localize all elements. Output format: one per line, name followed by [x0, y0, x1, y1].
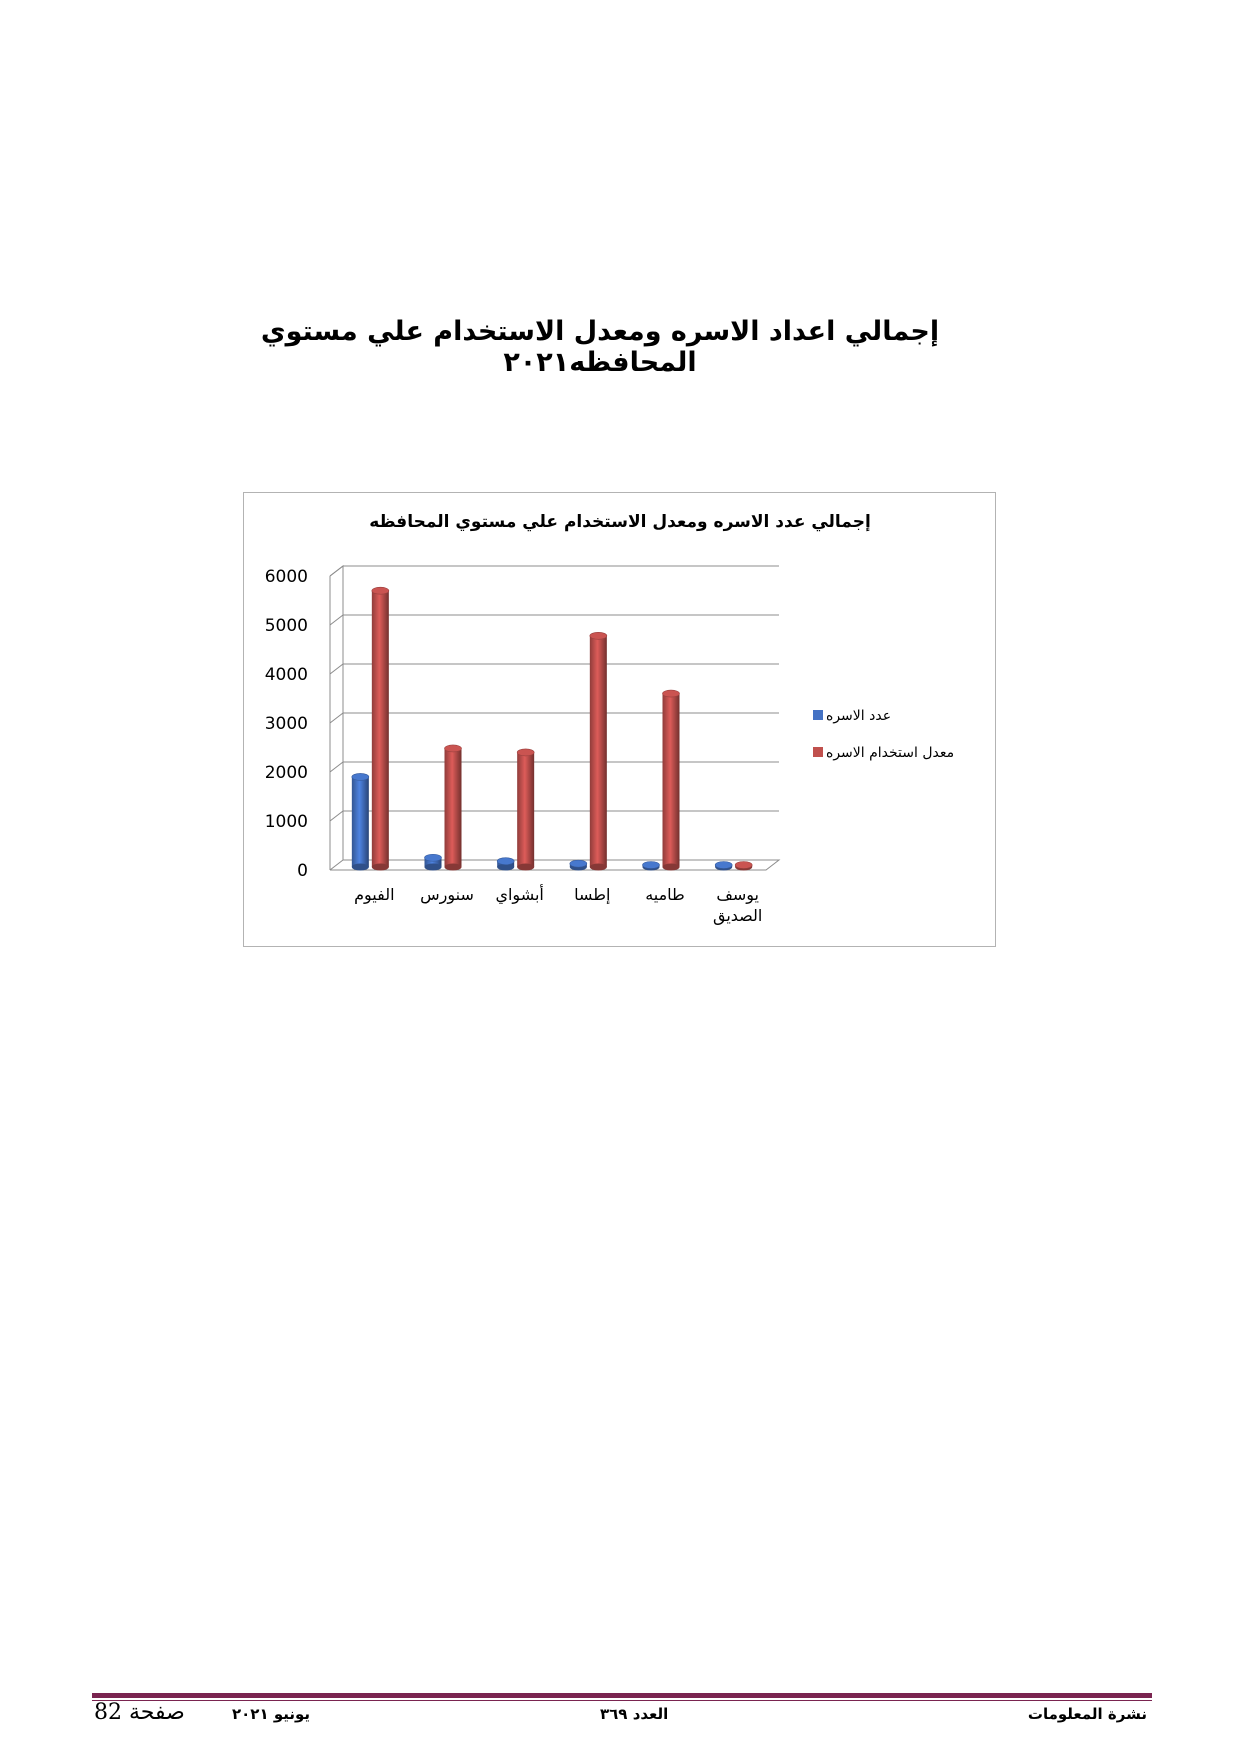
y-tick-label: 1000: [264, 812, 308, 832]
bar-families: [425, 854, 442, 870]
footer-issue: العدد ٣٦٩: [600, 1705, 669, 1723]
footer-rule: [92, 1693, 1152, 1701]
bar-families: [643, 862, 660, 871]
bar-top: [735, 862, 752, 869]
x-axis-labels: [354, 884, 762, 926]
bar-top: [715, 862, 732, 869]
gridline: [330, 811, 779, 821]
legend-label: معدل استخدام الاسره: [826, 745, 955, 761]
y-axis-ticks: [265, 567, 308, 881]
bar-top: [643, 862, 660, 869]
footer-publication: نشرة المعلومات: [1027, 1705, 1147, 1723]
y-tick-label: 2000: [264, 763, 308, 783]
bar-families: [715, 862, 732, 871]
bar-top: [445, 745, 462, 752]
bar-top: [497, 858, 514, 865]
bar-top: [517, 749, 534, 756]
bar-base: [517, 864, 534, 871]
floor: [330, 860, 779, 870]
y-tick-label: 0: [297, 861, 308, 881]
footer-page-number: صفحة 82: [94, 1700, 185, 1725]
x-category-label: يوسف: [716, 885, 760, 904]
bar-top: [590, 632, 607, 639]
bar-body: [590, 636, 607, 867]
gridline: [330, 762, 779, 772]
page-heading: إجمالي اعداد الاسره ومعدل الاستخدام علي مستوي المحافظه٢٠٢١: [260, 316, 940, 378]
bar-body: [445, 748, 462, 867]
bar-top: [570, 860, 587, 867]
x-category-label: الفيوم: [354, 885, 395, 904]
bar-usage: [735, 862, 752, 871]
legend-label: عدد الاسره: [826, 708, 892, 724]
bar-usage: [663, 690, 680, 870]
bar-top: [352, 773, 369, 780]
bar-base: [445, 864, 462, 871]
bar-base: [590, 864, 607, 871]
bar-base: [372, 864, 389, 871]
footer-date: يونيو ٢٠٢١: [232, 1705, 311, 1723]
y-tick-label: 4000: [264, 665, 308, 685]
x-category-label: سنورس: [420, 885, 474, 904]
bar-base: [352, 864, 369, 871]
grid-layer: [330, 566, 779, 870]
bar-usage: [517, 749, 534, 871]
chart-svg: [244, 493, 997, 948]
x-category-label: أبشواي: [495, 885, 544, 904]
y-tick-label: 5000: [264, 616, 308, 636]
gridline: [330, 664, 779, 674]
bar-base: [425, 864, 442, 871]
bar-families: [497, 858, 514, 871]
bar-body: [517, 752, 534, 867]
bar-body: [352, 777, 369, 867]
bar-usage: [372, 587, 389, 870]
gridline: [330, 713, 779, 723]
bar-families: [570, 860, 587, 870]
bar-top: [425, 854, 442, 861]
bar-top: [372, 587, 389, 594]
x-category-label: إطسا: [574, 885, 611, 904]
bar-body: [663, 694, 680, 867]
chart-title: إجمالي عدد الاسره ومعدل الاستخدام علي مستوي المحافظه: [369, 512, 871, 532]
bar-top: [663, 690, 680, 697]
bar-body: [372, 591, 389, 867]
legend-swatch: [813, 747, 823, 757]
gridline: [330, 615, 779, 625]
bars-layer: [352, 587, 752, 870]
bar-families: [352, 773, 369, 870]
bar-usage: [445, 745, 462, 871]
bar-usage: [590, 632, 607, 870]
x-category-label: طاميه: [645, 885, 685, 904]
gridline: [330, 566, 779, 576]
y-tick-label: 6000: [264, 567, 308, 587]
chart-frame: [243, 492, 996, 947]
bar-base: [663, 864, 680, 871]
y-tick-label: 3000: [264, 714, 308, 734]
x-category-label: الصديق: [712, 906, 763, 925]
legend-swatch: [813, 710, 823, 720]
legend: [813, 708, 954, 761]
